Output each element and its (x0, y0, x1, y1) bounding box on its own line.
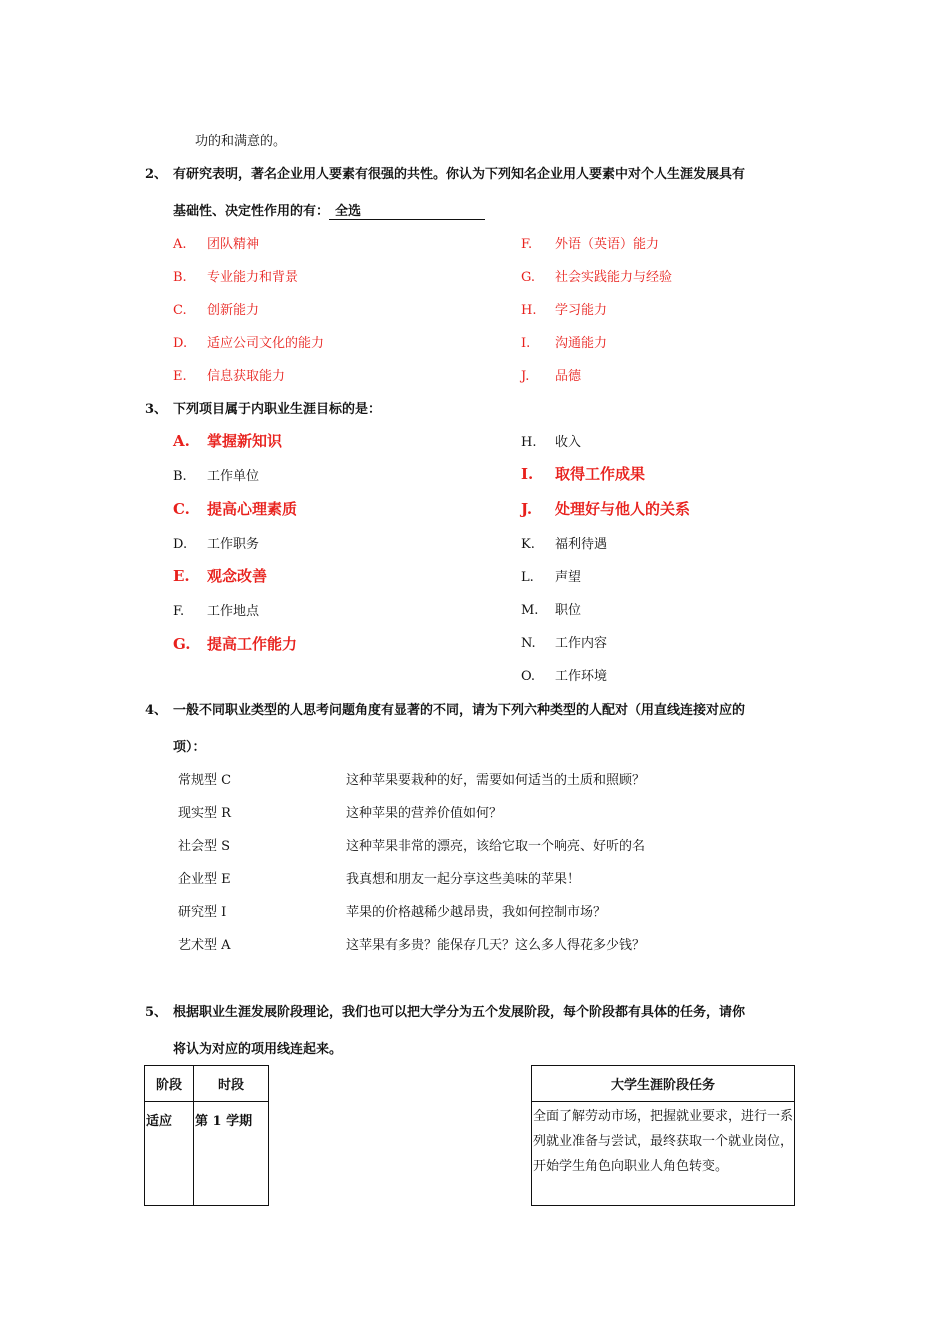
q2-text-line2-label: 基础性、决定性作用的有： (173, 204, 330, 219)
q2-option-e: E. 信息获取能力 (173, 369, 286, 384)
q4-type-item: 社会型 S (178, 839, 231, 854)
q2-option-b: B. 专业能力和背景 (173, 270, 299, 285)
q3-option-d: D. 工作职务 (173, 537, 260, 552)
q5-text-line2: 将认为对应的项用线连起来。 (173, 1042, 343, 1057)
q2-option-i: I. 沟通能力 (521, 336, 608, 351)
table-header-task: 大学生涯阶段任务 (532, 1066, 795, 1102)
q2-option-h: H. 学习能力 (521, 303, 608, 318)
q2-option-j: J. 品德 (521, 369, 582, 384)
q5-number: 5、 (145, 1005, 168, 1020)
q3-option-j: J. 处理好与他人的关系 (521, 500, 691, 518)
q3-option-m: M. 职位 (521, 603, 582, 618)
q4-statement-item: 这种苹果的营养价值如何？ (346, 806, 503, 821)
q3-option-a: A. 掌握新知识 (173, 432, 283, 450)
q4-type-item: 企业型 E (178, 872, 231, 887)
q2-text-line1: 有研究表明，著名企业用人要素有很强的共性。你认为下列知名企业用人要素中对个人生涯发展具有 (173, 167, 746, 182)
q5-text-line1: 根据职业生涯发展阶段理论，我们也可以把大学分为五个发展阶段，每个阶段都有具体的任务，请你 (173, 1005, 746, 1020)
q4-statement-item: 苹果的价格越稀少越昂贵，我如何控制市场？ (346, 905, 607, 920)
q3-number: 3、 (145, 402, 168, 417)
q4-type-item: 常规型 C (178, 773, 232, 788)
q4-statement-item: 这种苹果要栽种的好，需要如何适当的土质和照顾？ (346, 773, 646, 788)
q3-option-g: G. 提高工作能力 (173, 635, 298, 653)
intro-tail-text: 功的和满意的。 (195, 134, 287, 149)
q4-text-line1: 一般不同职业类型的人思考问题角度有显著的不同，请为下列六种类型的人配对（用直线连接对应的 (173, 703, 746, 718)
q2-option-c: C. 创新能力 (173, 303, 260, 318)
q2-answer-field: 全选 (329, 200, 485, 220)
table-cell-stage: 适应 (145, 1102, 194, 1206)
q3-option-f: F. 工作地点 (173, 604, 260, 619)
q3-option-n: N. 工作内容 (521, 636, 608, 651)
q2-option-d: D. 适应公司文化的能力 (173, 336, 325, 351)
q4-type-item: 艺术型 A (178, 938, 231, 953)
q2-number: 2、 (145, 167, 168, 182)
q2-option-f: F. 外语（英语）能力 (521, 237, 660, 252)
q3-option-o: O. 工作环境 (521, 669, 608, 684)
q3-option-i: I. 取得工作成果 (521, 465, 646, 483)
q2-text-line2 (173, 200, 485, 220)
stage-period-table (144, 1065, 269, 1206)
q4-number: 4、 (145, 703, 168, 718)
q3-option-h: H. 收入 (521, 435, 582, 450)
q3-text: 下列项目属于内职业生涯目标的是： (173, 402, 382, 417)
table-header-period: 时段 (194, 1066, 269, 1102)
table-header-stage: 阶段 (145, 1066, 194, 1102)
q3-option-l: L. 声望 (521, 570, 582, 585)
q3-option-b: B. 工作单位 (173, 469, 260, 484)
table-cell-task: 全面了解劳动市场，把握就业要求，进行一系列就业准备与尝试，最终获取一个就业岗位，开始学生角色向职业人角色转变。 (532, 1102, 795, 1206)
stage-task-table (531, 1065, 795, 1206)
q4-statement-item: 这苹果有多贵？能保存几天？这么多人得花多少钱？ (346, 938, 646, 953)
q3-option-k: K. 福利待遇 (521, 537, 608, 552)
q4-statement-item: 我真想和朋友一起分享这些美味的苹果！ (346, 872, 581, 887)
q4-text-line2: 项）： (173, 740, 206, 755)
q3-option-c: C. 提高心理素质 (173, 500, 298, 518)
q2-option-a: A. 团队精神 (173, 237, 260, 252)
q4-type-item: 现实型 R (178, 806, 231, 821)
q4-type-item: 研究型 I (178, 905, 227, 920)
q3-option-e: E. 观念改善 (173, 567, 268, 585)
table-cell-period: 第 1 学期 (194, 1102, 269, 1206)
q2-option-g: G. 社会实践能力与经验 (521, 270, 673, 285)
q4-statement-item: 这种苹果非常的漂亮，该给它取一个响亮、好听的名 (346, 839, 646, 854)
